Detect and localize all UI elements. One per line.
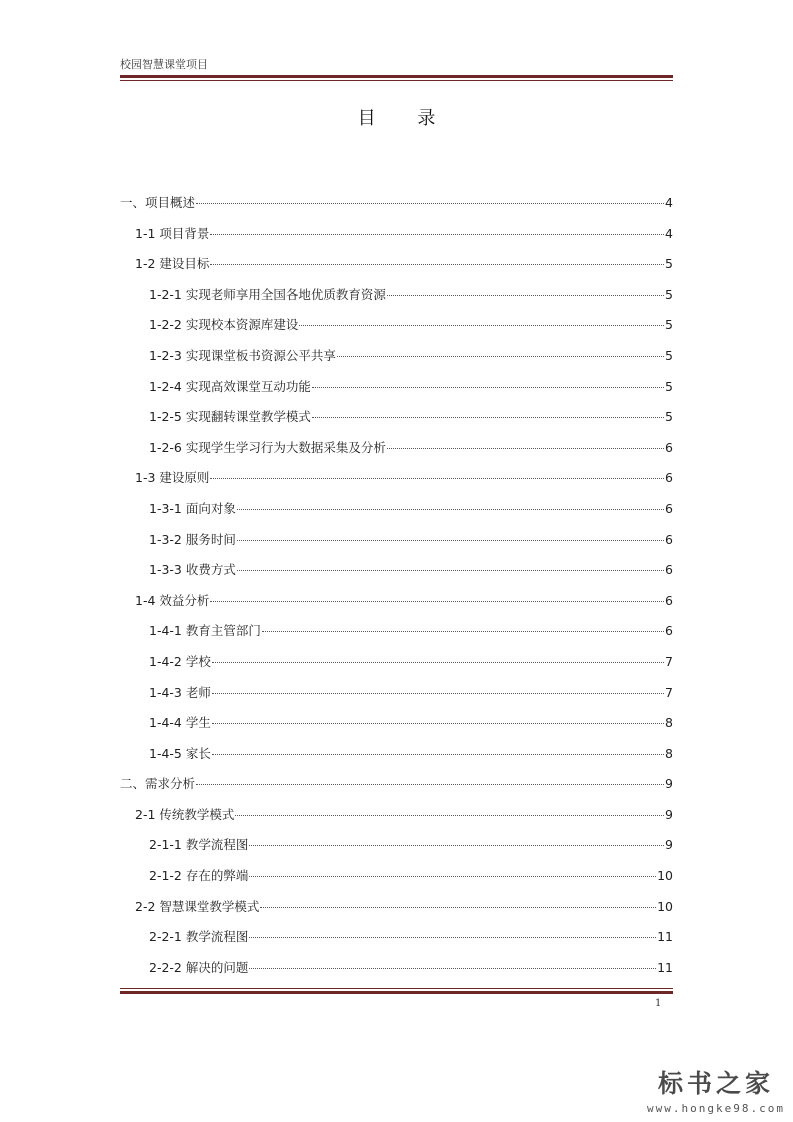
toc-entry-label: 1-1 项目背景 <box>135 225 210 241</box>
dot-leader <box>312 387 664 388</box>
dot-leader <box>237 570 664 571</box>
toc-entry-label: 2-1-1 教学流程图 <box>149 837 249 853</box>
toc-entry-label: 2-2-2 解决的问题 <box>149 959 249 975</box>
dot-leader <box>196 784 664 785</box>
dot-leader <box>196 203 664 204</box>
running-header: 校园智慧课堂项目 <box>120 58 208 71</box>
toc-entry-label: 1-3-3 收费方式 <box>149 562 236 578</box>
toc-entry[interactable] <box>120 769 673 800</box>
dot-leader <box>235 815 664 816</box>
toc-entry[interactable] <box>120 555 673 586</box>
dot-leader <box>249 937 656 938</box>
page-number: 1 <box>655 998 662 1009</box>
toc-entry-page: 6 <box>665 531 673 547</box>
dot-leader <box>387 448 664 449</box>
toc-entry[interactable] <box>120 494 673 525</box>
toc-entry[interactable] <box>120 249 673 280</box>
dot-leader <box>210 478 664 479</box>
toc-entry-label: 1-4 效益分析 <box>135 592 210 608</box>
dot-leader <box>212 693 664 694</box>
toc-entry-label: 1-2-6 实现学生学习行为大数据采集及分析 <box>149 439 386 455</box>
toc-entry-page: 7 <box>665 653 673 669</box>
toc-entry-page: 11 <box>657 959 673 975</box>
toc-entry-page: 7 <box>665 684 673 700</box>
watermark-url: www.hongke98.com <box>647 1102 785 1115</box>
dot-leader <box>262 631 664 632</box>
toc-entry-page: 10 <box>657 868 673 884</box>
header-rule <box>120 75 673 81</box>
toc-entry-page: 5 <box>665 317 673 333</box>
toc-entry[interactable] <box>120 433 673 464</box>
toc-entry-page: 9 <box>665 837 673 853</box>
toc-entry-label: 1-4-2 学校 <box>149 653 211 669</box>
toc-entry-page: 6 <box>665 623 673 639</box>
toc-entry-label: 二、需求分析 <box>120 776 196 792</box>
toc-entry[interactable] <box>120 830 673 861</box>
toc-entry-page: 6 <box>665 562 673 578</box>
toc-entry[interactable] <box>120 188 673 219</box>
toc-entry-page: 5 <box>665 286 673 302</box>
toc-entry-label: 1-4-4 学生 <box>149 715 211 731</box>
dot-leader <box>210 264 664 265</box>
toc-entry[interactable] <box>120 953 673 984</box>
toc-entry-label: 2-1 传统教学模式 <box>135 806 235 822</box>
toc-entry-label: 一、项目概述 <box>120 195 196 210</box>
dot-leader <box>249 968 656 969</box>
toc-entry-page: 5 <box>665 256 673 272</box>
dot-leader <box>337 356 664 357</box>
toc-entry-page: 5 <box>665 378 673 394</box>
toc-entry-label: 1-3-2 服务时间 <box>149 531 236 547</box>
toc-entry[interactable] <box>120 402 673 433</box>
watermark-text: 标书之家 <box>658 1069 775 1098</box>
toc-entry[interactable] <box>120 280 673 311</box>
toc-entry-label: 1-4-1 教育主管部门 <box>149 623 261 639</box>
dot-leader <box>210 234 664 235</box>
toc-entry[interactable] <box>120 708 673 739</box>
toc-entry-label: 2-2 智慧课堂教学模式 <box>135 898 260 914</box>
table-of-contents <box>120 188 673 983</box>
toc-entry-page: 5 <box>665 409 673 425</box>
toc-title: 目 录 <box>357 108 454 129</box>
toc-entry-page: 10 <box>657 898 673 914</box>
dot-leader <box>212 662 664 663</box>
toc-entry-page: 9 <box>665 806 673 822</box>
dot-leader <box>387 295 664 296</box>
toc-entry-label: 1-2-4 实现高效课堂互动功能 <box>149 378 311 394</box>
toc-entry-page: 9 <box>665 776 673 792</box>
toc-entry-label: 1-3 建设原则 <box>135 470 210 486</box>
toc-entry-label: 2-1-2 存在的弊端 <box>149 868 249 884</box>
dot-leader <box>249 845 664 846</box>
toc-entry-page: 6 <box>665 592 673 608</box>
toc-entry[interactable] <box>120 861 673 892</box>
dot-leader <box>312 417 664 418</box>
toc-entry[interactable] <box>120 922 673 953</box>
toc-entry-page: 8 <box>665 715 673 731</box>
toc-entry-label: 1-2-2 实现校本资源库建设 <box>149 317 299 333</box>
toc-entry-page: 8 <box>665 745 673 761</box>
toc-entry-page: 4 <box>665 195 673 210</box>
toc-entry[interactable] <box>120 892 673 923</box>
toc-entry-label: 1-4-5 家长 <box>149 745 211 761</box>
dot-leader <box>249 876 656 877</box>
dot-leader <box>299 325 664 326</box>
toc-entry-label: 1-2 建设目标 <box>135 256 210 272</box>
watermark <box>647 1064 785 1115</box>
toc-entry[interactable] <box>120 647 673 678</box>
toc-entry[interactable] <box>120 525 673 556</box>
toc-entry[interactable] <box>120 678 673 709</box>
toc-entry[interactable] <box>120 616 673 647</box>
toc-entry-label: 1-2-3 实现课堂板书资源公平共享 <box>149 347 336 363</box>
toc-entry-label: 2-2-1 教学流程图 <box>149 929 249 945</box>
toc-entry[interactable] <box>120 739 673 770</box>
dot-leader <box>260 907 656 908</box>
toc-entry[interactable] <box>120 341 673 372</box>
footer-rule <box>120 988 673 994</box>
toc-entry-label: 1-3-1 面向对象 <box>149 500 236 516</box>
dot-leader <box>237 509 664 510</box>
dot-leader <box>212 723 664 724</box>
toc-entry[interactable] <box>120 219 673 250</box>
toc-entry-page: 6 <box>665 500 673 516</box>
toc-entry[interactable] <box>120 800 673 831</box>
toc-entry-page: 6 <box>665 470 673 486</box>
toc-entry[interactable] <box>120 310 673 341</box>
toc-entry-page: 4 <box>665 225 673 241</box>
toc-entry[interactable] <box>120 586 673 617</box>
toc-entry[interactable] <box>120 463 673 494</box>
dot-leader <box>210 601 664 602</box>
toc-entry-page: 5 <box>665 347 673 363</box>
dot-leader <box>237 540 664 541</box>
toc-entry-label: 1-2-1 实现老师享用全国各地优质教育资源 <box>149 286 386 302</box>
toc-entry-page: 6 <box>665 439 673 455</box>
toc-entry[interactable] <box>120 372 673 403</box>
toc-entry-label: 1-4-3 老师 <box>149 684 211 700</box>
toc-entry-page: 11 <box>657 929 673 945</box>
dot-leader <box>212 754 664 755</box>
toc-entry-label: 1-2-5 实现翻转课堂教学模式 <box>149 409 311 425</box>
